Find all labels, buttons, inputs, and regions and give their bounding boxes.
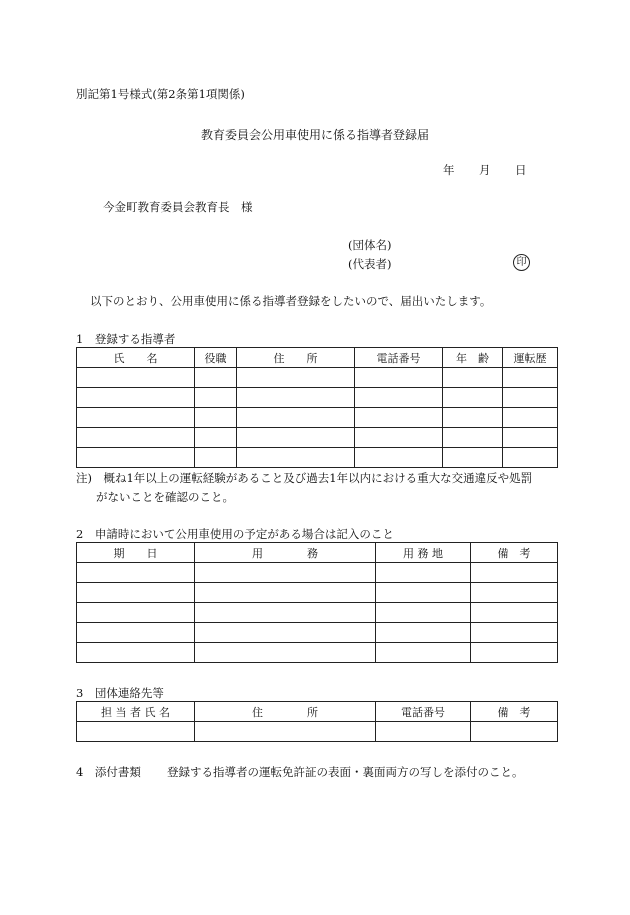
purpose-cell[interactable] — [195, 643, 376, 663]
col-age: 年 齢 — [443, 348, 503, 368]
date-cell[interactable] — [77, 563, 195, 583]
contact-header-row — [77, 702, 558, 722]
address-cell[interactable] — [237, 388, 355, 408]
vehicle-use-header-row — [77, 543, 558, 563]
phone-cell[interactable] — [355, 368, 443, 388]
note-line-2: がないことを確認のこと。 — [96, 490, 234, 504]
purpose-cell[interactable] — [195, 583, 376, 603]
driving-history-cell[interactable] — [503, 448, 558, 468]
remarks-cell[interactable] — [471, 563, 558, 583]
age-cell[interactable] — [443, 388, 503, 408]
name-cell[interactable] — [77, 388, 195, 408]
purpose-cell[interactable] — [195, 563, 376, 583]
addressee: 今金町教育委員会教育長 様 — [103, 200, 253, 214]
col-purpose: 用 務 — [195, 543, 376, 563]
table-row — [77, 448, 558, 468]
date-month: 月 — [479, 163, 491, 177]
contact-remarks-cell[interactable] — [471, 722, 558, 742]
date-cell[interactable] — [77, 643, 195, 663]
position-cell[interactable] — [195, 388, 237, 408]
position-cell[interactable] — [195, 368, 237, 388]
driving-history-cell[interactable] — [503, 428, 558, 448]
instructors-header-row — [77, 348, 558, 368]
driving-history-cell[interactable] — [503, 388, 558, 408]
table-row — [77, 643, 558, 663]
age-cell[interactable] — [443, 428, 503, 448]
representative-label: (代表者) — [348, 257, 392, 271]
position-cell[interactable] — [195, 408, 237, 428]
section1-heading: 1 登録する指導者 — [76, 332, 176, 346]
col-name: 氏 名 — [77, 348, 195, 368]
purpose-cell[interactable] — [195, 623, 376, 643]
phone-cell[interactable] — [355, 408, 443, 428]
table-row — [77, 603, 558, 623]
form-reference: 別記第1号様式(第2条第1項関係) — [76, 87, 245, 101]
address-cell[interactable] — [237, 368, 355, 388]
date-cell[interactable] — [77, 603, 195, 623]
col-phone: 電話番号 — [355, 348, 443, 368]
intro-text: 以下のとおり、公用車使用に係る指導者登録をしたいので、届出いたします。 — [90, 294, 492, 308]
remarks-cell[interactable] — [471, 583, 558, 603]
col-date: 期 日 — [77, 543, 195, 563]
col-destination: 用 務 地 — [376, 543, 471, 563]
phone-cell[interactable] — [355, 448, 443, 468]
position-cell[interactable] — [195, 448, 237, 468]
contact-table — [76, 701, 558, 742]
age-cell[interactable] — [443, 408, 503, 428]
table-row — [77, 388, 558, 408]
contact-phone-cell[interactable] — [376, 722, 471, 742]
phone-cell[interactable] — [355, 388, 443, 408]
destination-cell[interactable] — [376, 643, 471, 663]
remarks-cell[interactable] — [471, 603, 558, 623]
col-driving-history: 運転歴 — [503, 348, 558, 368]
col-contact-person: 担 当 者 氏 名 — [77, 702, 195, 722]
name-cell[interactable] — [77, 408, 195, 428]
table-row — [77, 583, 558, 603]
driving-history-cell[interactable] — [503, 368, 558, 388]
destination-cell[interactable] — [376, 563, 471, 583]
age-cell[interactable] — [443, 368, 503, 388]
destination-cell[interactable] — [376, 583, 471, 603]
contact-person-cell[interactable] — [77, 722, 195, 742]
table-row — [77, 428, 558, 448]
section3-heading: 3 団体連絡先等 — [76, 686, 164, 700]
seal-mark: 印 — [513, 254, 530, 271]
destination-cell[interactable] — [376, 603, 471, 623]
remarks-cell[interactable] — [471, 623, 558, 643]
name-cell[interactable] — [77, 368, 195, 388]
date-cell[interactable] — [77, 583, 195, 603]
destination-cell[interactable] — [376, 623, 471, 643]
col-contact-address: 住 所 — [195, 702, 376, 722]
col-contact-phone: 電話番号 — [376, 702, 471, 722]
phone-cell[interactable] — [355, 428, 443, 448]
col-contact-remarks: 備 考 — [471, 702, 558, 722]
position-cell[interactable] — [195, 428, 237, 448]
col-remarks: 備 考 — [471, 543, 558, 563]
address-cell[interactable] — [237, 428, 355, 448]
date-day: 日 — [515, 163, 527, 177]
group-name-label: (団体名) — [348, 238, 392, 252]
purpose-cell[interactable] — [195, 603, 376, 623]
document-title: 教育委員会公用車使用に係る指導者登録届 — [201, 128, 430, 142]
age-cell[interactable] — [443, 448, 503, 468]
address-cell[interactable] — [237, 448, 355, 468]
vehicle-use-table — [76, 542, 558, 663]
col-position: 役職 — [195, 348, 237, 368]
instructors-table — [76, 347, 558, 468]
section4-text: 登録する指導者の運転免許証の表面・裏面両方の写しを添付のこと。 — [167, 765, 524, 779]
table-row — [77, 563, 558, 583]
table-row — [77, 722, 558, 742]
remarks-cell[interactable] — [471, 643, 558, 663]
section2-heading: 2 申請時において公用車使用の予定がある場合は記入のこと — [76, 527, 394, 541]
name-cell[interactable] — [77, 428, 195, 448]
table-row — [77, 368, 558, 388]
address-cell[interactable] — [237, 408, 355, 428]
note-line-1: 注) 概ね1年以上の運転経験があること及び過去1年以内における重大な交通違反や処罰 — [76, 471, 533, 485]
section4-heading: 4 添付書類 — [76, 765, 141, 779]
table-row — [77, 408, 558, 428]
date-cell[interactable] — [77, 623, 195, 643]
col-address: 住 所 — [237, 348, 355, 368]
contact-address-cell[interactable] — [195, 722, 376, 742]
table-row — [77, 623, 558, 643]
driving-history-cell[interactable] — [503, 408, 558, 428]
date-year: 年 — [443, 163, 455, 177]
name-cell[interactable] — [77, 448, 195, 468]
